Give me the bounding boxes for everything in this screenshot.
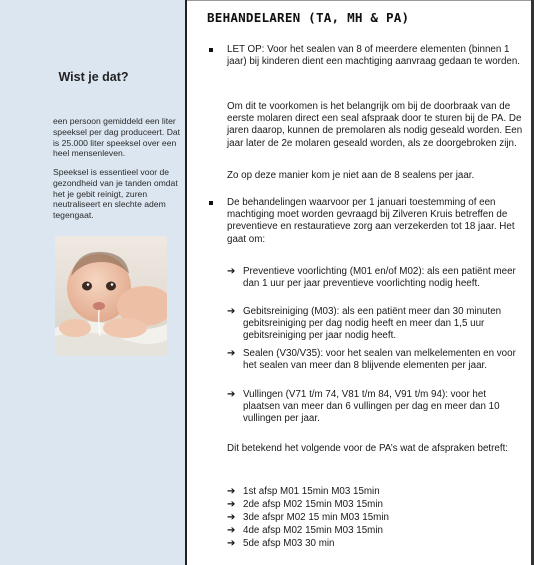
right-arrow-icon: ➔ [227,525,236,536]
right-arrow-icon: ➔ [227,486,236,497]
treatment-preventive: Preventieve voorlichting (M01 en/of M02): als een patiënt meer dan 1 uur per jaar preventieve voorlichting nodig heeft. [243,266,516,290]
right-arrow-icon: ➔ [227,266,236,277]
square-bullet-icon [209,201,213,205]
bullet2-intro: De behandelingen waarvoor per 1 januari toestemming of een machtiging moet worden gevraagd bij Zilveren Kruis betreffen de preventieve en restauratieve zorg aan verzekerden tot 18 jaar. Het gaat om: [227,197,515,245]
schedule-appointment-4: 4de afsp M02 15min M03 15min [243,525,383,536]
schedule-intro: Dit betekend het volgende voor de PA’s wat de afspraken betreft: [227,443,509,454]
right-arrow-icon: ➔ [227,389,236,400]
right-arrow-icon: ➔ [227,538,236,549]
sidebar-fact-saliva-volume: een persoon gemiddeld een liter speeksel per dag produceert. Dat is 25.000 liter speeksel over een heel mensenleven. [53,116,181,159]
sidebar-fact-saliva-health: Speeksel is essentieel voor de gezondheid van je tanden omdat het je gebit reinigt, zuren neutraliseert en slechte adem tegengaat. [53,167,178,221]
right-arrow-icon: ➔ [227,348,236,359]
bullet1-conclusion: Zo op deze manier kom je niet aan de 8 sealens per jaar. [227,170,475,181]
treatment-fillings: Vullingen (V71 t/m 74, V81 t/m 84, V91 t/m 94): voor het plaatsen van meer dan 6 vullingen per dag en meer dan 10 vullingen per jaar. [243,389,500,425]
right-arrow-icon: ➔ [227,499,236,510]
page-title: BEHANDELAREN (TA, MH & PA) [207,10,410,25]
schedule-appointment-3: 3de afspr M02 15 min M03 15min [243,512,389,523]
bullet1-notice: LET OP: Voor het sealen van 8 of meerdere elementen (binnen 1 jaar) bij kinderen dient een machtiging aanvraag gedaan te worden. [227,44,521,68]
bullet1-explanation: Om dit te voorkomen is het belangrijk om bij de doorbraak van de eerste molaren direct een seal afspraak door te sturen bij de PA. De jaren daarop, kunnen de premolaren als nodig geseald worden. Een jaar later de 2e molaren geseald worden, als ze doorgebroken zijn. [227,101,523,149]
schedule-appointment-2: 2de afsp M02 15min M03 15min [243,499,383,510]
baby-photo [55,236,167,356]
schedule-appointment-5: 5de afsp M03 30 min [243,538,335,549]
treatment-sealing: Sealen (V30/V35): voor het sealen van melkelementen en voor het sealen van meer dan 8 blijvende elementen per jaar. [243,348,516,372]
schedule-appointment-1: 1st afsp M01 15min M03 15min [243,486,380,497]
treatment-cleaning: Gebitsreiniging (M03): als een patiënt meer dan 30 minuten gebitsreiniging per dag nodig heeft en meer dan 1,5 uur gebitsreiniging per jaar nodig heeft. [243,306,502,342]
square-bullet-icon [209,48,213,52]
right-arrow-icon: ➔ [227,512,236,523]
sidebar [0,0,187,565]
right-arrow-icon: ➔ [227,306,236,317]
sidebar-title: Wist je dat? [58,70,129,84]
